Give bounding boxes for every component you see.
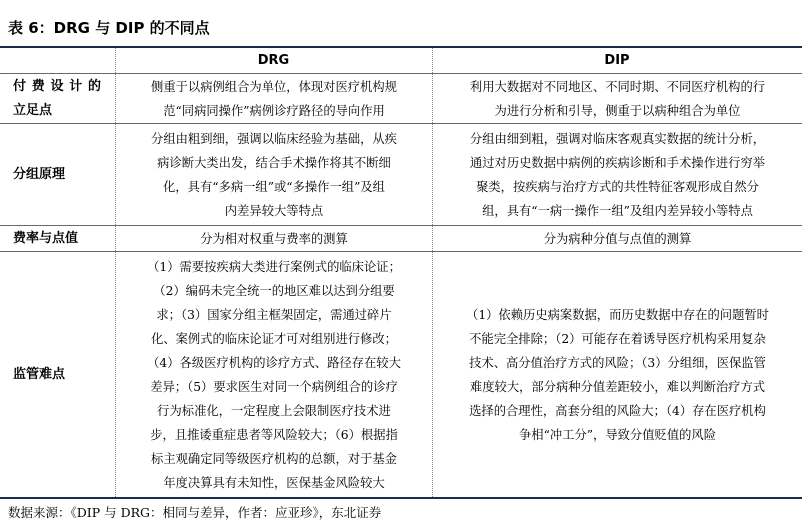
drg-cell [116, 74, 432, 123]
row-label-line: 费率与点值 [13, 230, 79, 246]
dip-cell [433, 252, 802, 497]
drg-cell [116, 226, 432, 251]
cell-line: 组，具有“一病一操作一组”及组内差异较小等特点 [482, 203, 753, 218]
cell-line: 争相“冲工分”，导致分值贬值的风险 [518, 427, 717, 442]
row-label [13, 124, 113, 225]
cell-line: 分为相对权重与费率的测算 [200, 231, 348, 246]
cell-line: 化、案例式的临床论证才可对组别进行修改； [151, 331, 397, 346]
source-note: 数据来源：《DIP 与 DRG：相同与差异，作者：应亚珍》，东北证券 [8, 505, 382, 520]
cell-line: 标主观确定同等级医疗机构的总额，对于基金 [151, 451, 397, 466]
cell-line: 步，且推诿重症患者等风险较大；（6）根据指 [150, 427, 398, 442]
row-label-line: 分组原理 [13, 166, 66, 182]
cell-line: 聚类，按疾病与治疗方式的共性特征客观形成自然分 [476, 179, 759, 194]
row-label-line: 立足点 [13, 102, 53, 118]
table-title: 表 6：DRG 与 DIP 的不同点 [8, 19, 210, 37]
cell-line: 求；（3）国家分组主框架固定，需通过碎片 [156, 307, 392, 322]
bottom-rule [0, 497, 802, 499]
row-label [13, 226, 113, 251]
header-drg: DRG [257, 53, 290, 68]
cell-line: （1）依赖历史病案数据，而历史数据中存在的问题暂时 [466, 307, 769, 322]
cell-line: 差异；（5）要求医生对同一个病例组合的诊疗 [150, 379, 398, 394]
dip-cell [433, 74, 802, 123]
header-dip: DIP [604, 53, 630, 68]
cell-line: 利用大数据对不同地区、不同时期、不同医疗机构的行 [469, 79, 766, 94]
dip-cell [433, 226, 802, 251]
cell-line: 分组由粗到细，强调以临床经验为基础，从疾 [151, 131, 397, 146]
dip-cell [433, 124, 802, 225]
row-label [13, 252, 113, 497]
cell-line: 选择的合理性，高套分组的风险大；（4）存在医疗机构 [469, 403, 766, 418]
cell-line: 技术、高分值治疗方式的风险；（3）分组细，医保监管 [469, 355, 766, 370]
row-label [13, 74, 113, 123]
cell-line: 年度决算具有未知性，医保基金风险较大 [163, 475, 385, 490]
cell-line: 分为病种分值与点值的测算 [543, 231, 692, 246]
cell-line: （2）编码未完全统一的地区难以达到分组要 [153, 283, 395, 298]
cell-line: 为进行分析和引导，侧重于以病种组合为单位 [494, 103, 741, 118]
top-rule [0, 46, 802, 48]
header-label [0, 49, 115, 73]
drg-cell [116, 124, 432, 225]
cell-line: 化，具有“多病一组”或“多操作一组”及组 [163, 179, 385, 194]
cell-line: 难度较大，部分病种分值差距较小，难以判断治疗方式 [469, 379, 766, 394]
cell-line: （1）需要按疾病大类进行案例式的临床论证； [147, 259, 401, 274]
cell-line: 内差异较大等特点 [224, 203, 324, 218]
cell-line: 侧重于以病例组合为单位，体现对医疗机构规 [151, 79, 397, 94]
cell-line: 通过对历史数据中病例的疾病诊断和手术操作进行穷举 [469, 155, 766, 170]
cell-line: 病诊断大类出发，结合手术操作将其不断细 [157, 155, 391, 170]
cell-line: 不能完全排除；（2）可能存在着诱导医疗机构采用复杂 [469, 331, 766, 346]
cell-line: 范“同病同操作”病例诊疗路径的导向作用 [163, 103, 385, 118]
cell-line: 分组由细到粗，强调对临床客观真实数据的统计分析， [469, 131, 766, 146]
row-label-line: 付费设计的 [13, 78, 101, 94]
row-label-line: 监管难点 [13, 366, 66, 382]
cell-line: （4）各级医疗机构的诊疗方式、路径存在较大 [147, 355, 401, 370]
cell-line: 行为标准化，一定程度上会限制医疗技术进 [157, 403, 391, 418]
drg-cell [116, 252, 432, 497]
